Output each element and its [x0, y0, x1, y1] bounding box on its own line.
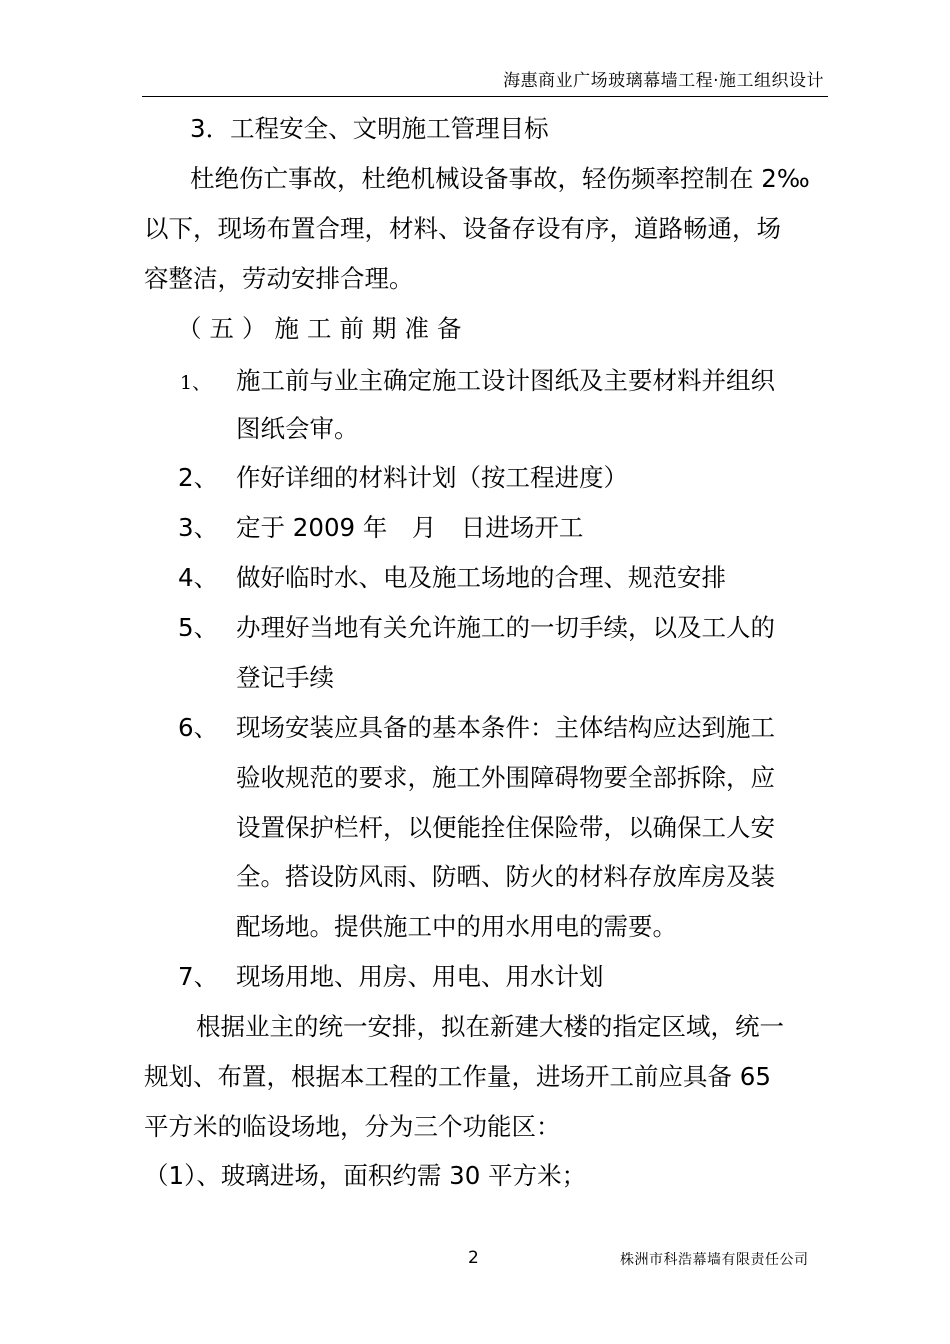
paragraph-line: 平方米的临设场地，分为三个功能区： [144, 1112, 561, 1141]
header-rule [142, 96, 828, 97]
paragraph-line: 容整洁，劳动安排合理。 [144, 264, 414, 293]
footer-company-name: 株洲市科浩幕墙有限责任公司 [620, 1252, 809, 1268]
section-heading: 3．工程安全、文明施工管理目标 [190, 114, 549, 143]
list-item-line: 做好临时水、电及施工场地的合理、规范安排 [236, 563, 726, 592]
list-item-line: 配场地。提供施工中的用水用电的需要。 [236, 912, 677, 941]
list-item-number: 2、 [178, 463, 219, 492]
chapter-heading: （五）施工前期准备 [177, 314, 470, 343]
paragraph-line: 以下，现场布置合理，材料、设备存设有序，道路畅通，场 [144, 214, 781, 243]
list-item-line: 作好详细的材料计划（按工程进度） [236, 463, 628, 492]
sub-item-line: （1）、玻璃进场，面积约需 30 平方米； [144, 1161, 587, 1190]
list-item-line: 现场用地、用房、用电、用水计划 [236, 962, 604, 991]
list-item-number: 3、 [178, 513, 219, 542]
page-number: 2 [468, 1248, 479, 1268]
paragraph-line: 规划、布置，根据本工程的工作量，进场开工前应具备 65 [144, 1062, 771, 1091]
paragraph-line: 根据业主的统一安排，拟在新建大楼的指定区域，统一 [196, 1012, 784, 1041]
list-item-line: 现场安装应具备的基本条件：主体结构应达到施工 [236, 713, 775, 742]
list-item-line: 图纸会审。 [236, 414, 359, 443]
list-item-line: 登记手续 [236, 663, 334, 692]
list-item-number: 6、 [178, 713, 219, 742]
running-header-title: 海惠商业广场玻璃幕墙工程·施工组织设计 [503, 71, 824, 91]
list-item-line: 设置保护栏杆，以便能拴住保险带，以确保工人安 [236, 813, 775, 842]
list-item-line: 定于 2009 年 月 日进场开工 [236, 513, 584, 542]
list-item-line: 办理好当地有关允许施工的一切手续，以及工人的 [236, 613, 775, 642]
list-item-line: 全。搭设防风雨、防晒、防火的材料存放库房及装 [236, 862, 775, 891]
list-item-line: 施工前与业主确定施工设计图纸及主要材料并组织 [236, 366, 775, 395]
list-item-number: 1、 [180, 372, 212, 394]
list-item-number: 5、 [178, 613, 219, 642]
paragraph-line: 杜绝伤亡事故，杜绝机械设备事故，轻伤频率控制在 2‰ [190, 164, 810, 193]
list-item-number: 4、 [178, 563, 219, 592]
list-item-line: 验收规范的要求，施工外围障碍物要全部拆除，应 [236, 763, 775, 792]
list-item-number: 7、 [178, 962, 219, 991]
